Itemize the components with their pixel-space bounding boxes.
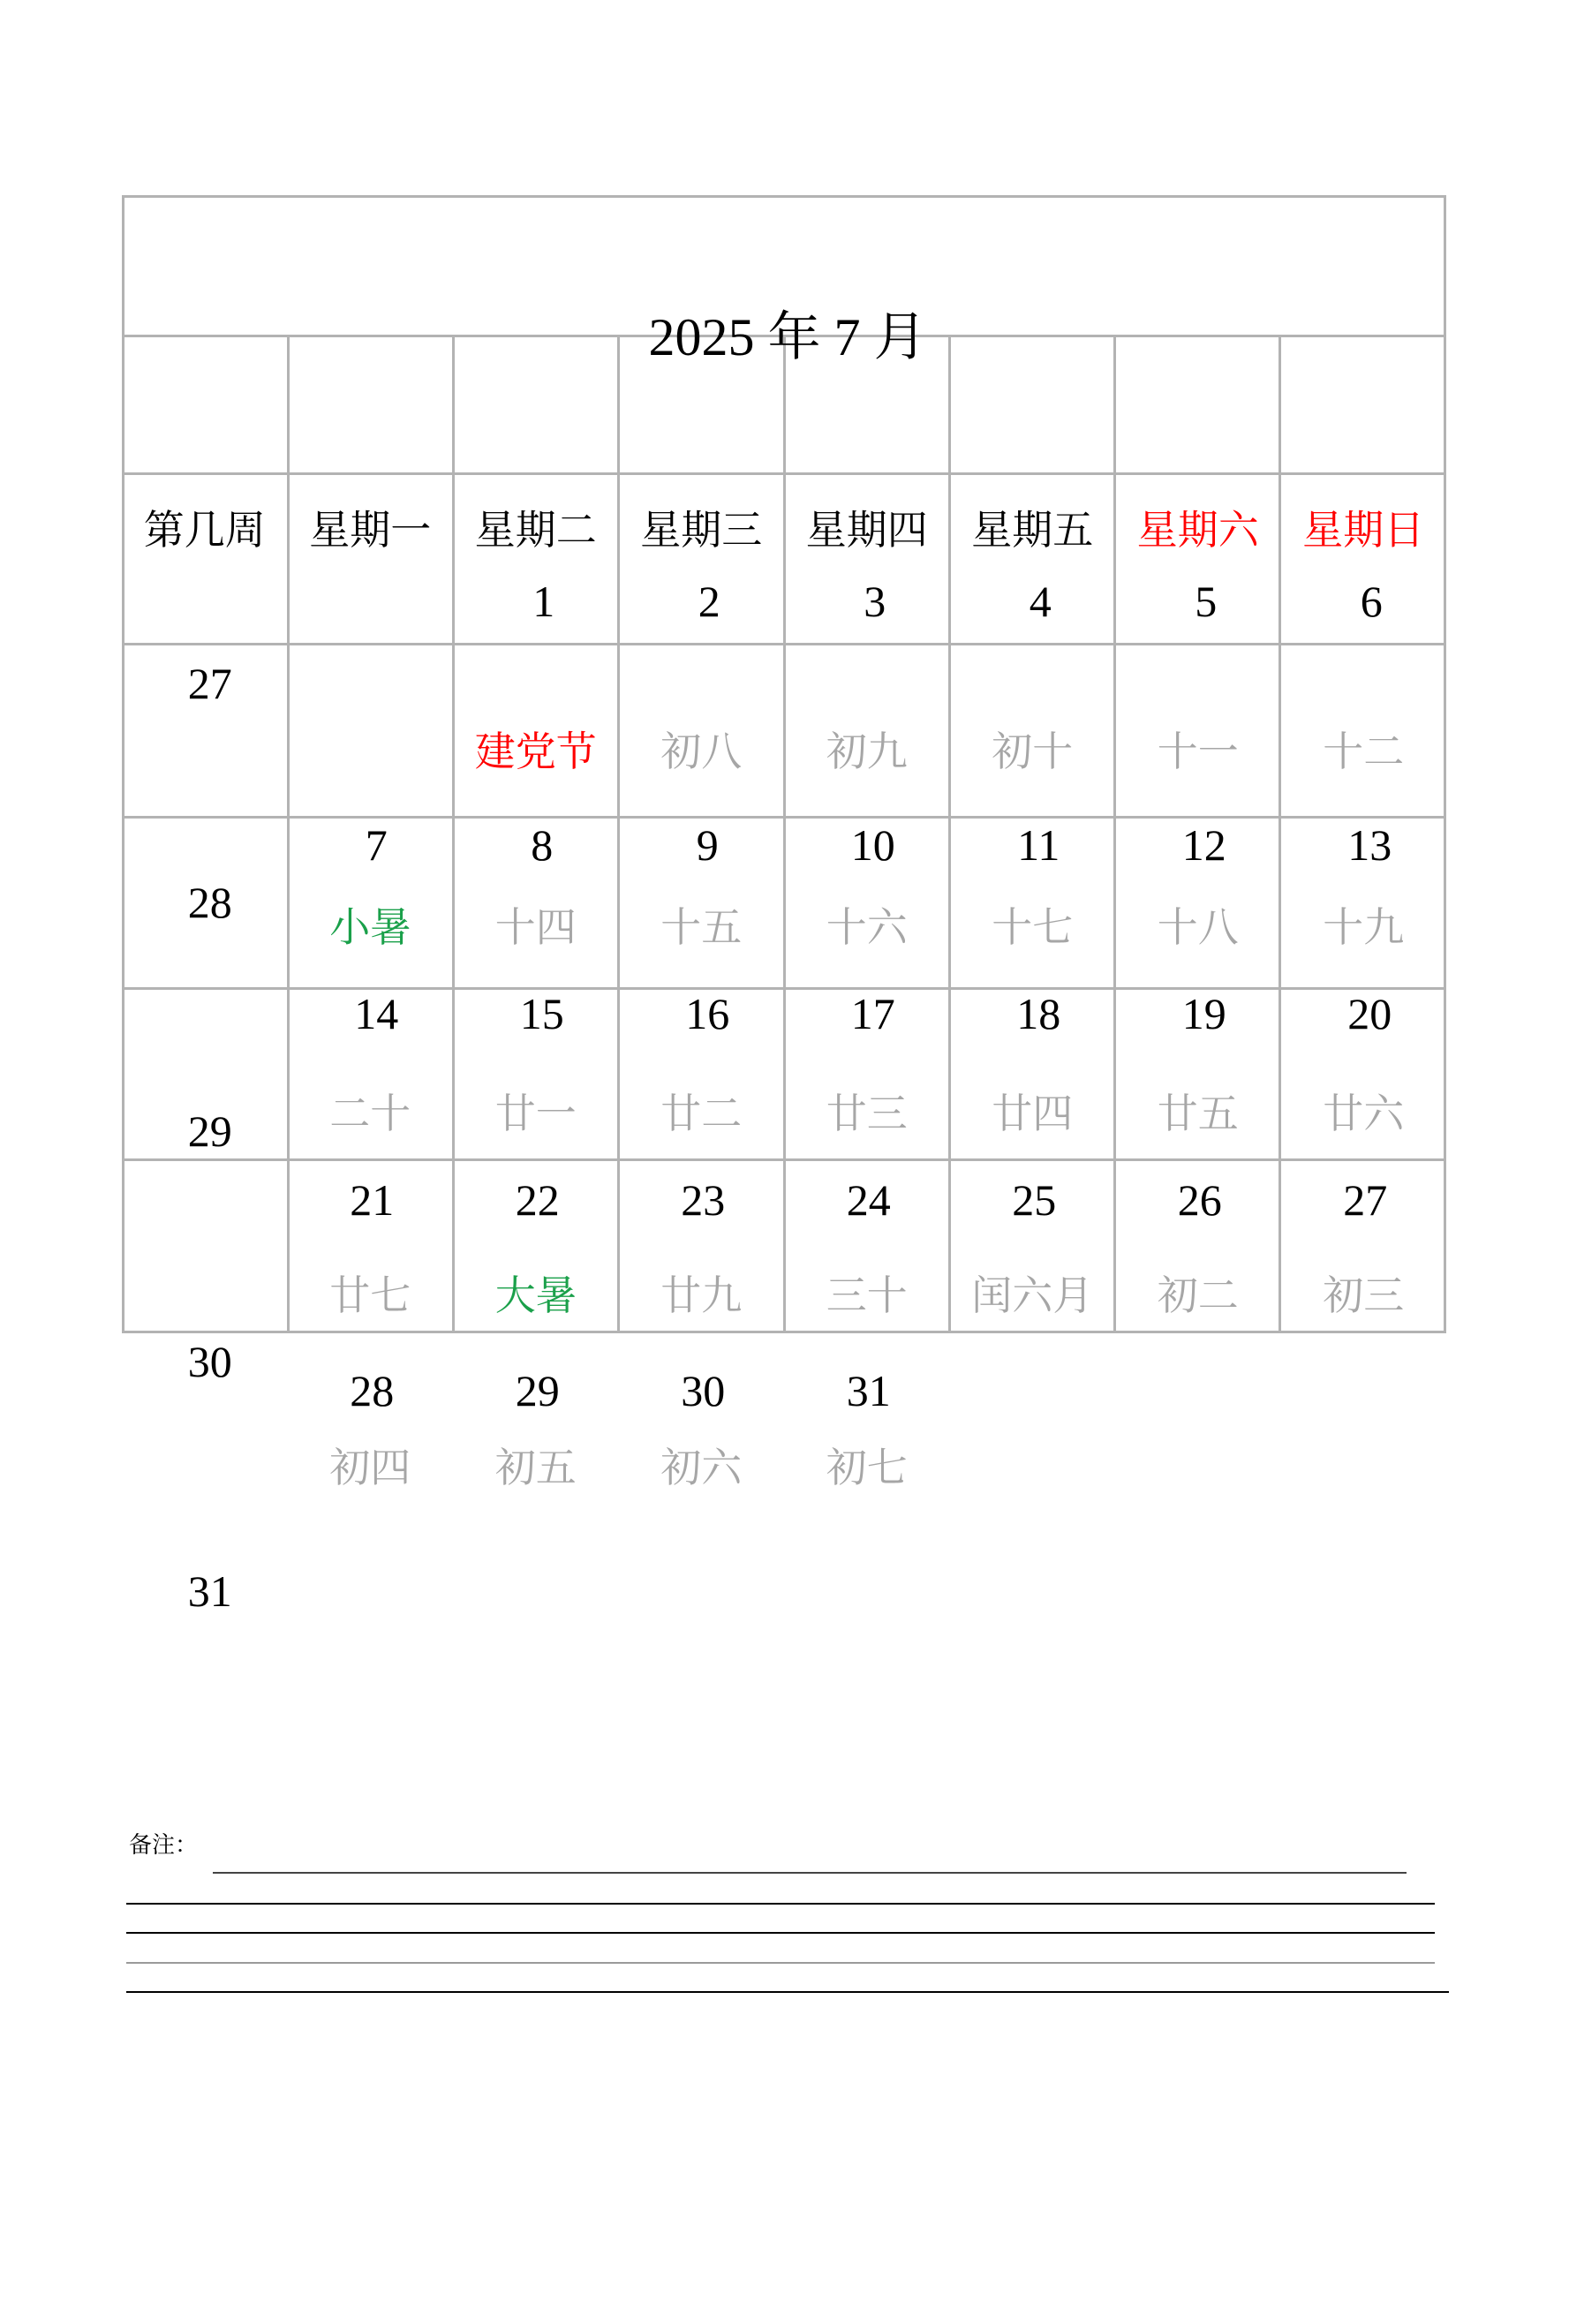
lunar-date: 十五 [660, 905, 743, 950]
day-number: 4 [1029, 577, 1052, 626]
week-number: 31 [187, 1566, 232, 1616]
day-number: 1 [532, 577, 555, 626]
day-number: 2 [698, 577, 720, 626]
lunar-date: 十四 [494, 905, 577, 950]
day-number: 22 [515, 1175, 560, 1225]
lunar-date: 初二 [1157, 1273, 1239, 1318]
lunar-date: 十二 [1323, 729, 1405, 774]
weekday-header: 星期三 [640, 508, 763, 553]
solar-term-label: 大暑 [494, 1273, 577, 1318]
day-number: 19 [1181, 989, 1226, 1038]
day-number: 31 [846, 1366, 891, 1415]
day-number: 7 [365, 820, 388, 870]
lunar-date: 廿六 [1323, 1091, 1405, 1136]
day-number: 15 [519, 989, 564, 1038]
weekday-header: 星期五 [971, 508, 1094, 553]
day-number: 29 [515, 1366, 560, 1415]
day-number: 12 [1181, 820, 1226, 870]
notes-label: 备注： [129, 1832, 199, 1858]
day-number: 14 [354, 989, 399, 1038]
weekday-header: 星期一 [309, 508, 432, 553]
calendar-title: 2025 年 7 月 [648, 308, 927, 366]
lunar-date: 初六 [660, 1445, 743, 1490]
lunar-date: 初八 [660, 729, 743, 774]
weekday-header: 星期二 [474, 508, 597, 553]
week-number: 29 [187, 1106, 232, 1156]
lunar-date: 十九 [1323, 905, 1405, 950]
day-number: 20 [1347, 989, 1392, 1038]
lunar-date: 二十 [329, 1091, 411, 1136]
lunar-date: 三十 [826, 1273, 908, 1318]
day-number: 18 [1016, 989, 1061, 1038]
lunar-date: 廿三 [826, 1091, 908, 1136]
day-number: 25 [1012, 1175, 1057, 1225]
lunar-date: 初四 [329, 1445, 411, 1490]
day-number: 30 [681, 1366, 726, 1415]
lunar-date: 初九 [826, 729, 908, 774]
lunar-date: 廿九 [660, 1273, 743, 1318]
week-number: 30 [187, 1337, 232, 1386]
weekday-header: 星期六 [1136, 508, 1259, 553]
day-number: 5 [1195, 577, 1218, 626]
lunar-date: 廿七 [329, 1273, 411, 1318]
week-number: 28 [187, 878, 232, 927]
weekday-header: 星期日 [1302, 508, 1425, 553]
lunar-date: 初三 [1323, 1273, 1405, 1318]
lunar-date: 十七 [992, 905, 1074, 950]
day-number: 9 [696, 820, 719, 870]
day-number: 28 [350, 1366, 395, 1415]
day-number: 3 [864, 577, 886, 626]
lunar-date: 初十 [992, 729, 1074, 774]
lunar-date: 十八 [1157, 905, 1239, 950]
holiday-label: 建党节 [474, 729, 597, 774]
day-number: 10 [850, 820, 895, 870]
day-number: 26 [1177, 1175, 1222, 1225]
week-number: 27 [187, 659, 232, 708]
day-number: 13 [1347, 820, 1392, 870]
lunar-date: 廿一 [494, 1091, 577, 1136]
lunar-date: 初五 [494, 1445, 577, 1490]
day-number: 24 [846, 1175, 891, 1225]
lunar-date: 廿四 [992, 1091, 1074, 1136]
lunar-date: 闰六月 [971, 1273, 1094, 1318]
day-number: 21 [350, 1175, 395, 1225]
lunar-date: 初七 [826, 1445, 908, 1490]
day-number: 16 [685, 989, 730, 1038]
day-number: 6 [1360, 577, 1383, 626]
lunar-date: 十六 [826, 905, 908, 950]
lunar-date: 十一 [1157, 729, 1239, 774]
day-number: 8 [531, 820, 554, 870]
weekday-header: 星期四 [805, 508, 928, 553]
day-number: 11 [1017, 820, 1060, 870]
lunar-date: 廿二 [660, 1091, 743, 1136]
solar-term-label: 小暑 [329, 905, 411, 950]
day-number: 27 [1343, 1175, 1388, 1225]
week-number-header: 第几周 [143, 508, 266, 553]
lunar-date: 廿五 [1157, 1091, 1239, 1136]
day-number: 23 [681, 1175, 726, 1225]
day-number: 17 [850, 989, 895, 1038]
